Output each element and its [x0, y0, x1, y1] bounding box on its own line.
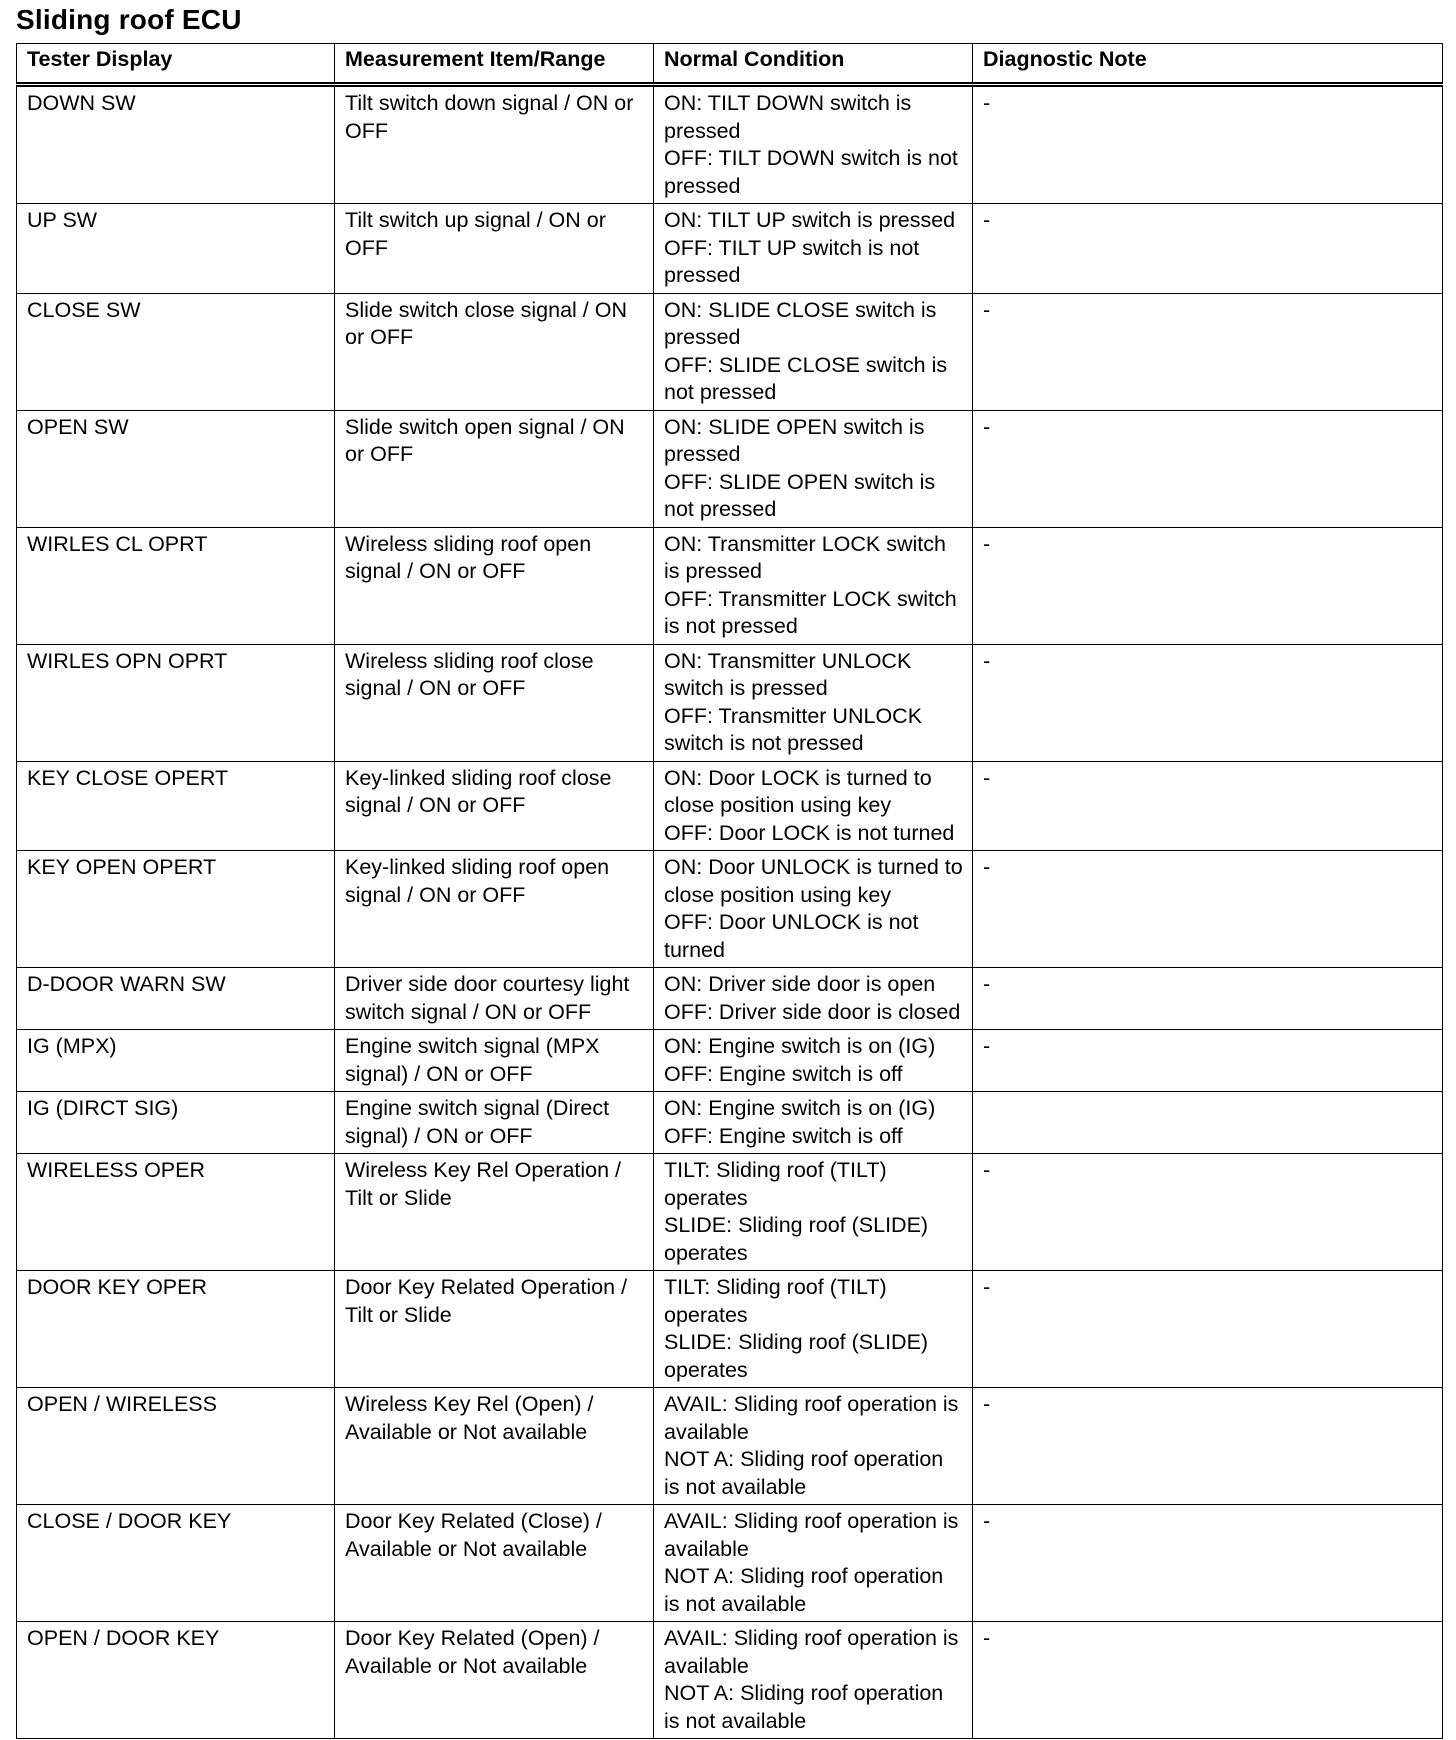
table-row: [17, 761, 1443, 851]
condition-line: ON: Driver side door is open: [664, 972, 936, 996]
measurement-item-cell: Wireless sliding roof open signal / ON or OFF: [335, 527, 654, 644]
condition-line: AVAIL: Sliding roof operation is available: [664, 1509, 959, 1561]
diagnostic-note-cell: -: [973, 1030, 1443, 1092]
measurement-item-cell: Slide switch open signal / ON or OFF: [335, 410, 654, 527]
diagnostic-note-cell: -: [973, 293, 1443, 410]
condition-line: TILT: Sliding roof (TILT) operates: [664, 1158, 887, 1210]
tester-display-cell: OPEN / DOOR KEY: [17, 1622, 335, 1739]
table-row: [17, 527, 1443, 644]
diagnostic-note-cell: -: [973, 85, 1443, 204]
normal-condition-cell: [654, 1271, 973, 1388]
measurement-item-cell: Engine switch signal (Direct signal) / ON or OFF: [335, 1092, 654, 1154]
measurement-item-cell: Tilt switch down signal / ON or OFF: [335, 85, 654, 204]
normal-condition-cell: [654, 1388, 973, 1505]
normal-condition-cell: [654, 1505, 973, 1622]
measurement-item-cell: Wireless sliding roof close signal / ON or OFF: [335, 644, 654, 761]
tester-display-cell: CLOSE / DOOR KEY: [17, 1505, 335, 1622]
condition-line: NOT A: Sliding roof operation is not available: [664, 1564, 944, 1616]
normal-condition-cell: [654, 204, 973, 294]
measurement-item-cell: Tilt switch up signal / ON or OFF: [335, 204, 654, 294]
table-row: [17, 204, 1443, 294]
condition-line: AVAIL: Sliding roof operation is available: [664, 1626, 959, 1678]
condition-line: NOT A: Sliding roof operation is not available: [664, 1447, 944, 1499]
tester-display-cell: OPEN / WIRELESS: [17, 1388, 335, 1505]
diagnostic-note-cell: -: [973, 761, 1443, 851]
condition-line: ON: Transmitter LOCK switch is pressed: [664, 531, 946, 583]
tester-display-cell: IG (DIRCT SIG): [17, 1092, 335, 1154]
measurement-item-cell: Door Key Related Operation / Tilt or Slide: [335, 1271, 654, 1388]
normal-condition-cell: [654, 851, 973, 968]
condition-line: SLIDE: Sliding roof (SLIDE) operates: [664, 1213, 929, 1265]
diagnostic-note-cell: -: [973, 527, 1443, 644]
diagnostic-note-cell: [973, 1092, 1443, 1154]
table-row: [17, 644, 1443, 761]
condition-line: ON: Transmitter UNLOCK switch is pressed: [664, 648, 912, 700]
table-row: [17, 1154, 1443, 1271]
table-row: [17, 1271, 1443, 1388]
measurement-item-cell: Slide switch close signal / ON or OFF: [335, 293, 654, 410]
table-row: [17, 1505, 1443, 1622]
diagnostic-note-cell: -: [973, 968, 1443, 1030]
measurement-item-cell: Engine switch signal (MPX signal) / ON or OFF: [335, 1030, 654, 1092]
condition-line: ON: SLIDE CLOSE switch is pressed: [664, 297, 937, 349]
diagnostic-note-cell: -: [973, 1271, 1443, 1388]
normal-condition-cell: [654, 1154, 973, 1271]
diagnostic-note-cell: -: [973, 1505, 1443, 1622]
diagnostic-note-cell: -: [973, 851, 1443, 968]
tester-display-cell: OPEN SW: [17, 410, 335, 527]
tester-display-cell: WIRELESS OPER: [17, 1154, 335, 1271]
condition-line: OFF: Driver side door is closed: [664, 999, 961, 1024]
diagnostic-note-cell: -: [973, 204, 1443, 294]
table-row: [17, 410, 1443, 527]
condition-line: ON: Door LOCK is turned to close position using key: [664, 765, 932, 817]
condition-line: OFF: SLIDE CLOSE switch is not pressed: [664, 352, 948, 404]
tester-display-cell: DOWN SW: [17, 85, 335, 204]
normal-condition-cell: [654, 1092, 973, 1154]
normal-condition-cell: [654, 761, 973, 851]
condition-line: ON: Door UNLOCK is turned to close position using key: [664, 855, 963, 907]
normal-condition-cell: [654, 1030, 973, 1092]
table-row: [17, 851, 1443, 968]
condition-line: OFF: Engine switch is off: [664, 1061, 903, 1086]
tester-display-cell: UP SW: [17, 204, 335, 294]
condition-line: OFF: Door UNLOCK is not turned: [664, 910, 919, 962]
condition-line: SLIDE: Sliding roof (SLIDE) operates: [664, 1330, 929, 1382]
condition-line: TILT: Sliding roof (TILT) operates: [664, 1275, 887, 1327]
column-header-tester-display: Tester Display: [17, 44, 335, 85]
condition-line: ON: TILT DOWN switch is pressed: [664, 91, 912, 143]
condition-line: ON: Engine switch is on (IG): [664, 1096, 936, 1120]
condition-line: NOT A: Sliding roof operation is not available: [664, 1681, 944, 1733]
tester-display-cell: DOOR KEY OPER: [17, 1271, 335, 1388]
normal-condition-cell: [654, 85, 973, 204]
measurement-item-cell: Wireless Key Rel (Open) / Available or Not available: [335, 1388, 654, 1505]
normal-condition-cell: [654, 293, 973, 410]
tester-display-cell: KEY OPEN OPERT: [17, 851, 335, 968]
table-row: [17, 1092, 1443, 1154]
measurement-item-cell: Key-linked sliding roof open signal / ON or OFF: [335, 851, 654, 968]
tester-display-cell: IG (MPX): [17, 1030, 335, 1092]
measurement-item-cell: Door Key Related (Open) / Available or Not available: [335, 1622, 654, 1739]
table-row: [17, 293, 1443, 410]
normal-condition-cell: [654, 410, 973, 527]
normal-condition-cell: [654, 968, 973, 1030]
diagnostic-note-cell: -: [973, 644, 1443, 761]
diagnostic-note-cell: -: [973, 410, 1443, 527]
table-row: [17, 1622, 1443, 1739]
condition-line: ON: TILT UP switch is pressed: [664, 208, 956, 232]
data-list-table: [16, 43, 1443, 1739]
condition-line: OFF: TILT DOWN switch is not pressed: [664, 146, 958, 198]
measurement-item-cell: Driver side door courtesy light switch signal / ON or OFF: [335, 968, 654, 1030]
page-title: Sliding roof ECU: [16, 4, 242, 35]
tester-display-cell: CLOSE SW: [17, 293, 335, 410]
condition-line: OFF: Engine switch is off: [664, 1123, 903, 1148]
diagnostic-note-cell: -: [973, 1622, 1443, 1739]
condition-line: OFF: Transmitter LOCK switch is not pressed: [664, 586, 957, 638]
normal-condition-cell: [654, 1622, 973, 1739]
condition-line: OFF: SLIDE OPEN switch is not pressed: [664, 469, 936, 521]
normal-condition-cell: [654, 527, 973, 644]
condition-line: ON: Engine switch is on (IG): [664, 1034, 936, 1058]
normal-condition-cell: [654, 644, 973, 761]
diagnostic-note-cell: -: [973, 1388, 1443, 1505]
column-header-measurement-item: Measurement Item/Range: [335, 44, 654, 85]
tester-display-cell: WIRLES OPN OPRT: [17, 644, 335, 761]
tester-display-cell: WIRLES CL OPRT: [17, 527, 335, 644]
measurement-item-cell: Key-linked sliding roof close signal / ON or OFF: [335, 761, 654, 851]
table-row: [17, 968, 1443, 1030]
measurement-item-cell: Wireless Key Rel Operation / Tilt or Slide: [335, 1154, 654, 1271]
table-row: [17, 85, 1443, 204]
condition-line: AVAIL: Sliding roof operation is available: [664, 1392, 959, 1444]
table-row: [17, 1030, 1443, 1092]
condition-line: OFF: TILT UP switch is not pressed: [664, 235, 920, 287]
diagnostic-note-cell: -: [973, 1154, 1443, 1271]
tester-display-cell: D-DOOR WARN SW: [17, 968, 335, 1030]
table-row: [17, 1388, 1443, 1505]
condition-line: ON: SLIDE OPEN switch is pressed: [664, 414, 925, 466]
condition-line: OFF: Door LOCK is not turned: [664, 820, 955, 845]
measurement-item-cell: Door Key Related (Close) / Available or Not available: [335, 1505, 654, 1622]
table-header-row: [17, 44, 1443, 85]
column-header-diagnostic-note: Diagnostic Note: [973, 44, 1443, 85]
column-header-normal-condition: Normal Condition: [654, 44, 973, 85]
condition-line: OFF: Transmitter UNLOCK switch is not pressed: [664, 703, 923, 755]
tester-display-cell: KEY CLOSE OPERT: [17, 761, 335, 851]
